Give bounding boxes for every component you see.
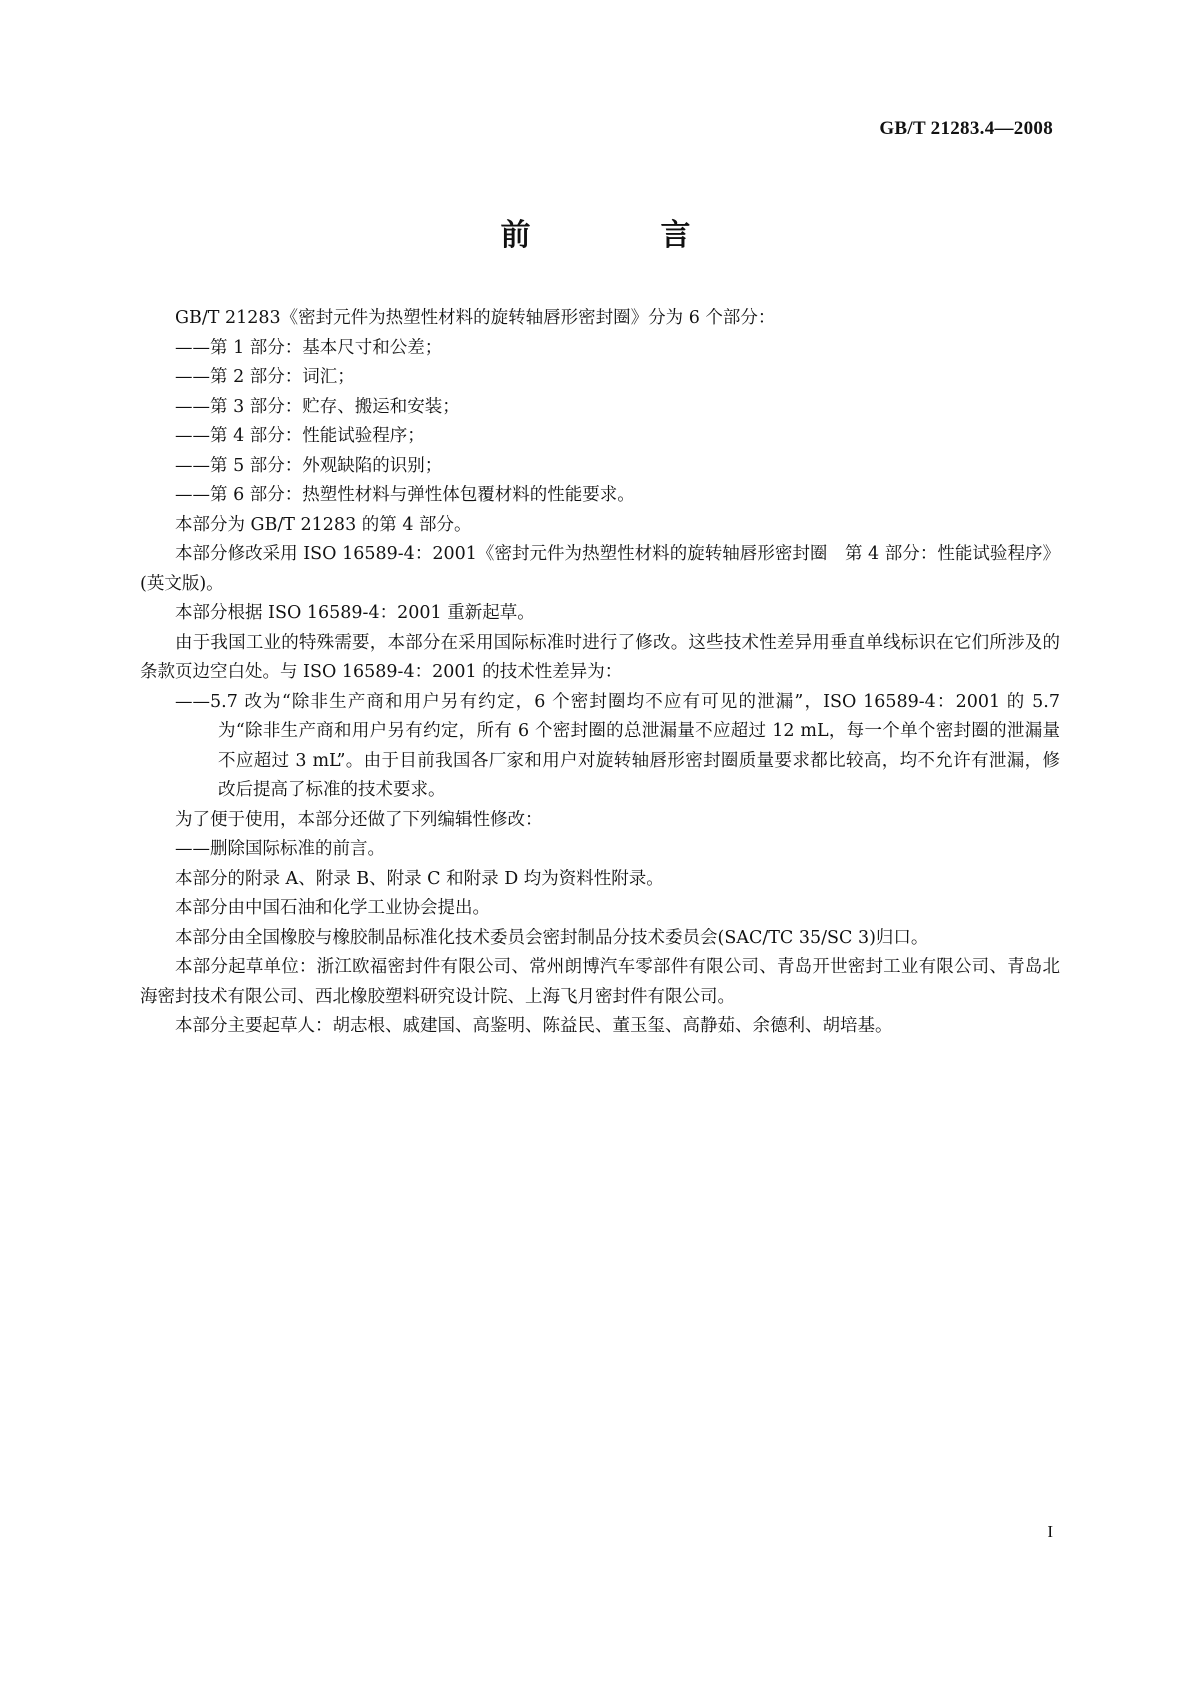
paragraph-annexes: 本部分的附录 A、附录 B、附录 C 和附录 D 均为资料性附录。: [175, 868, 664, 889]
page-number: I: [1047, 1522, 1053, 1541]
list-item-part-3: ——第 3 部分：贮存、搬运和安装；: [175, 396, 460, 417]
paragraph-this-part: 本部分为 GB/T 21283 的第 4 部分。: [175, 514, 472, 535]
paragraph-drafters: 本部分主要起草人：胡志根、戚建国、高鉴明、陈益民、董玉玺、高静茹、余德利、胡培基。: [175, 1016, 893, 1036]
list-item-part-2: ——第 2 部分：词汇；: [175, 367, 355, 387]
standard-code: GB/T 21283.4—2008: [879, 118, 1053, 139]
paragraph-parts-intro: GB/T 21283《密封元件为热塑性材料的旋转轴唇形密封圈》分为 6 个部分：: [175, 308, 776, 328]
foreword-body: [140, 304, 1060, 1042]
paragraph-redrafted: 本部分根据 ISO 16589-4：2001 重新起草。: [175, 603, 535, 623]
paragraph-editorial-changes: 为了便于使用，本部分还做了下列编辑性修改：: [175, 809, 543, 830]
paragraph-proposed-by: 本部分由中国石油和化学工业协会提出。: [175, 898, 490, 918]
list-item-deviation-5-7: ——5.7 改为“除非生产商和用户另有约定，6 个密封圈均不应有可见的泄漏”，ISO 16589-4：2001 的 5.7 为“除非生产商和用户另有约定，所有 6 个密封圈的总泄漏量不应超过 12 mL，每一个单个密封圈的泄漏量不应超过 3 mL”。由于目前我国各厂家和用户对旋转轴唇形密封圈质量要求都比较高，均不允许有泄漏，修改后提高了标准的技术要求。: [175, 691, 1060, 800]
page-title: 前 言: [500, 218, 741, 253]
list-item-part-6: ——第 6 部分：热塑性材料与弹性体包覆材料的性能要求。: [175, 485, 635, 505]
paragraph-under-jurisdiction: 本部分由全国橡胶与橡胶制品标准化技术委员会密封制品分技术委员会(SAC/TC 35/SC 3)归口。: [175, 927, 929, 948]
list-item-part-4: ——第 4 部分：性能试验程序；: [175, 426, 425, 446]
paragraph-technical-deviations: 由于我国工业的特殊需要，本部分在采用国际标准时进行了修改。这些技术性差异用垂直单线标识在它们所涉及的条款页边空白处。与 ISO 16589-4：2001 的技术性差异为：: [140, 632, 1060, 682]
paragraph-drafting-units: 本部分起草单位：浙江欧福密封件有限公司、常州朗博汽车零部件有限公司、青岛开世密封工业有限公司、青岛北海密封技术有限公司、西北橡胶塑料研究设计院、上海飞月密封件有限公司。: [140, 957, 1060, 1007]
paragraph-modified-adoption: 本部分修改采用 ISO 16589-4：2001《密封元件为热塑性材料的旋转轴唇形密封圈 第 4 部分：性能试验程序》(英文版)。: [140, 544, 1060, 594]
list-item-editorial-1: ——删除国际标准的前言。: [175, 839, 385, 859]
list-item-part-1: ——第 1 部分：基本尺寸和公差；: [175, 337, 443, 358]
list-item-part-5: ——第 5 部分：外观缺陷的识别；: [175, 455, 443, 476]
